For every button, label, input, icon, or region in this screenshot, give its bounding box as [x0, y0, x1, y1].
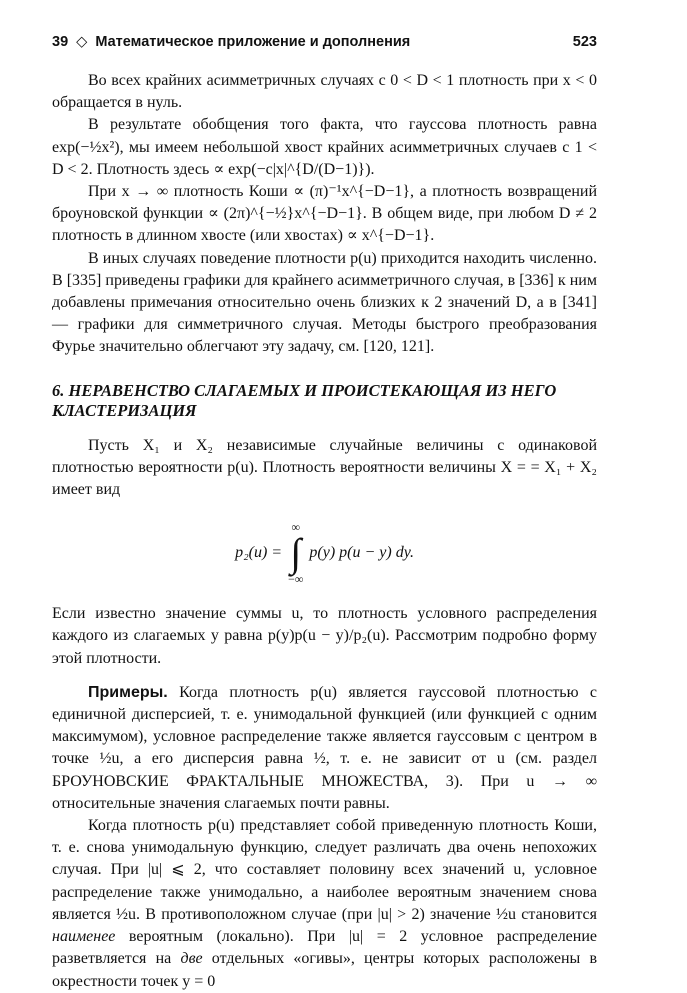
paragraph-3: При x → ∞ плотность Коши ∝ (π)⁻¹x^{−D−1}, а плотность возвращений броуновской функции ∝ (2π)^{−½}x^{−D−1}. В общем виде, при любом D ≠ 2 плотность в длинном хвосте (или хвостах) ∝ x^{−D−1}. [52, 183, 597, 245]
paragraph-4: В иных случаях поведение плотности p(u) приходится находить численно. В [335] приведены графики для крайнего асимметричного случая, в [336] к ним добавлены примечания относительно очень близких к 2 значений D, а в [341] — графики для симметричного случая. Методы быстрого преобразования Фурье значительно облегчают эту задачу, см. [120, 121]. [52, 249, 597, 356]
page-number: 523 [572, 34, 597, 50]
integral-lower-limit: −∞ [288, 572, 304, 587]
integral-sign: ∫ [290, 530, 302, 576]
spacer [52, 670, 597, 682]
integral-upper-limit: ∞ [291, 520, 301, 535]
paragraph-8 [52, 815, 597, 993]
paragraph-8-part-a: Когда плотность p(u) представляет собой приведенную плотность Коши, т. е. снова унимодальную функцию, следует различать два очень непохожих случая. При |u| ⩽ 2, что составляет половину всех значений u, условное распределение также унимодально, а наиболее вероятным значением снова является ½u. В противоположном случае (при |u| > 2) значение ½u становится [52, 817, 597, 923]
examples-label: Примеры. [88, 683, 168, 701]
emphasis-two: две [180, 950, 203, 968]
section-title: 6. НЕРАВЕНСТВО СЛАГАЕМЫХ И ПРОИСТЕКАЮЩАЯ ИЗ НЕГО КЛАСТЕРИЗАЦИЯ [52, 380, 557, 420]
emphasis-least: наименее [52, 928, 116, 946]
paragraph-1: Во всех крайних асимметричных случаях с 0 < D < 1 плотность при x < 0 обращается в нуль. [52, 72, 597, 112]
diamond-icon: ◇ [76, 34, 88, 50]
paragraph-7-text: Когда плотность p(u) является гауссовой плотностью с единичной дисперсией, т. е. унимодальной функцией (или функцией с одним максимумом), условное распределение также является гауссовым с центром в точке ½u, а его дисперсия равна ½, т. е. не зависит от u (см. раздел БРОУНОВСКИЕ ФРАКТАЛЬНЫЕ МНОЖЕСТВА, 3). При u → ∞ относительные значения слагаемых почти равны. [52, 683, 598, 812]
paragraph-2: В результате обобщения того факта, что гауссова плотность равна exp(−½x²), мы имеем небольшой хвост крайних асимметричных случаев с 1 < D < 2. Плотность здесь ∝ exp(−c|x|^{D/(D−1)}). [52, 116, 597, 178]
paragraph-8-part-b: вероятным (локально). При |u| = 2 условное распределение разветвляется на [52, 928, 597, 968]
chapter-number: 39 [52, 34, 69, 50]
header-left [52, 34, 414, 50]
page-body [52, 70, 597, 993]
formula-rhs: p(y) p(u − y) dy. [309, 544, 414, 562]
paragraph-5: Пусть X₁ и X₂ независимые случайные величины с одинаковой плотностью вероятности p(u). Плотность вероятности величины X = = X₁ + X₂ имеет вид [52, 436, 597, 499]
convolution-formula [52, 513, 597, 593]
paragraph-6: Если известно значение суммы u, то плотность условного распределения каждого из слагаемых y равна p(y)p(u − y)/p₂(u). Рассмотрим подробно форму этой плотности. [52, 605, 597, 667]
running-header [52, 34, 597, 50]
chapter-title: Математическое приложение и дополнения [95, 34, 411, 50]
paragraph-7 [52, 682, 597, 815]
paragraph-8-part-c: отдельных «огивы», центры которых расположены в окрестности точек y = 0 [52, 950, 598, 990]
integral [288, 521, 303, 585]
formula-lhs: p₂(u) = [235, 544, 283, 562]
